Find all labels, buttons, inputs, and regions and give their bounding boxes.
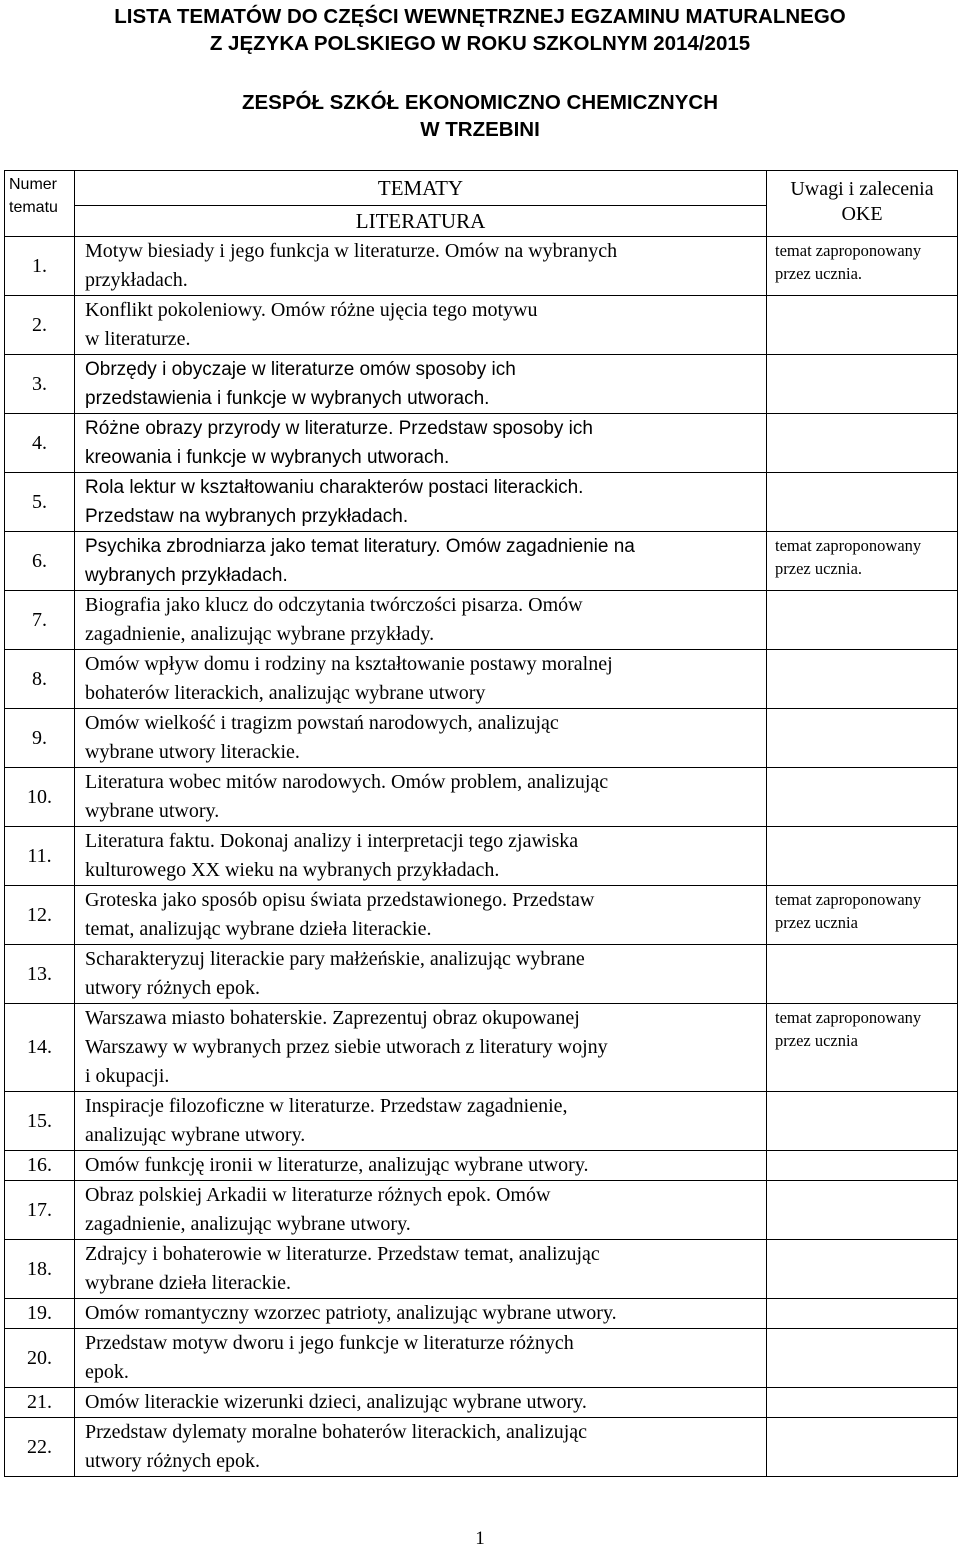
topic-note [767,1299,958,1329]
topic-note [767,650,958,709]
topic-text [75,355,767,414]
topic-text-line: kreowania i funkcje w wybranych utworach. [85,447,450,468]
topic-text-line: Literatura wobec mitów narodowych. Omów problem, analizując [85,771,609,793]
table-row [5,414,958,473]
topic-text [75,296,767,355]
topic-text-line: przykładach. [85,269,188,291]
topic-text [75,237,767,296]
topic-text [75,1388,767,1418]
table-body [5,237,958,1477]
topic-note [767,1418,958,1477]
topic-text-line: Groteska jako sposób opisu świata przedstawionego. Przedstaw [85,889,595,911]
school-name-line2: W TRZEBINI [420,118,540,141]
topic-number: 17. [5,1181,75,1240]
topic-text [75,768,767,827]
topic-text [75,1418,767,1477]
table-row [5,1240,958,1299]
topic-note [767,473,958,532]
topic-text-line: wybrane utwory literackie. [85,741,300,763]
topic-note [767,296,958,355]
topic-text [75,1329,767,1388]
table-row [5,1329,958,1388]
topic-number: 16. [5,1151,75,1181]
table-row [5,650,958,709]
table-row [5,1299,958,1329]
topic-text-line: przedstawienia i funkcje w wybranych utworach. [85,388,490,409]
topic-text-line: Przedstaw na wybranych przykładach. [85,506,409,527]
topic-text-line: kulturowego XX wieku na wybranych przykładach. [85,859,500,881]
topic-number: 6. [5,532,75,591]
table-row [5,1418,958,1477]
topic-text [75,827,767,886]
table-row [5,1181,958,1240]
topic-note [767,709,958,768]
topic-note: temat zaproponowany przez ucznia [767,1004,958,1092]
table-row [5,591,958,650]
topic-text-line: analizując wybrane utwory. [85,1124,306,1146]
topic-note: temat zaproponowany przez ucznia. [767,532,958,591]
column-header-notes [767,171,958,237]
topic-text [75,1151,767,1181]
topic-note [767,414,958,473]
column-header-number-line2: tematu [9,199,58,216]
table-row [5,296,958,355]
topic-text [75,1092,767,1151]
topic-number: 1. [5,237,75,296]
table-row [5,1151,958,1181]
topic-text-line: Konflikt pokoleniowy. Omów różne ujęcia tego motywu [85,299,538,321]
topic-text-line: Omów literackie wizerunki dzieci, analizując wybrane utwory. [85,1391,587,1413]
topic-number: 20. [5,1329,75,1388]
table-row [5,1388,958,1418]
topic-text-line: Różne obrazy przyrody w literaturze. Przedstaw sposoby ich [85,418,593,439]
table-row [5,355,958,414]
topic-text-line: Przedstaw dylematy moralne bohaterów literackich, analizując [85,1421,588,1443]
topic-text-line: Warszawy w wybranych przez siebie utworach z literatury wojny [85,1036,608,1058]
topic-text-line: Omów wpływ domu i rodziny na kształtowanie postawy moralnej [85,653,613,675]
topic-note [767,1388,958,1418]
table-row [5,886,958,945]
topic-note [767,1092,958,1151]
topic-text-line: utwory różnych epok. [85,977,260,999]
topic-text [75,1181,767,1240]
topic-text-line: Motyw biesiady i jego funkcja w literaturze. Omów na wybranych [85,240,618,262]
column-header-topics: TEMATY [75,171,767,206]
section-heading-literature: LITERATURA [75,206,767,237]
topic-note [767,591,958,650]
topic-number: 19. [5,1299,75,1329]
topic-text-line: zagadnienie, analizując wybrane utwory. [85,1213,411,1235]
topic-text-line: epok. [85,1361,129,1383]
topic-text-line: w literaturze. [85,328,191,350]
topics-table [4,170,958,1477]
topic-text [75,650,767,709]
topic-text-line: Omów romantyczny wzorzec patrioty, analizując wybrane utwory. [85,1302,617,1324]
topic-note: temat zaproponowany przez ucznia [767,886,958,945]
school-name-line1: ZESPÓŁ SZKÓŁ EKONOMICZNO CHEMICZNYCH [241,91,719,114]
topic-note: temat zaproponowany przez ucznia. [767,237,958,296]
topic-number: 14. [5,1004,75,1092]
topic-text-line: utwory różnych epok. [85,1450,260,1472]
topic-number: 21. [5,1388,75,1418]
topic-note [767,1329,958,1388]
topic-text [75,1240,767,1299]
topic-number: 11. [5,827,75,886]
topic-text-line: Rola lektur w kształtowaniu charakterów postaci literackich. [85,477,584,498]
topic-note [767,1240,958,1299]
table-row [5,827,958,886]
column-header-notes-line2: OKE [841,203,883,225]
topic-text-line: Scharakteryzuj literackie pary małżeńskie, analizując wybrane [85,948,585,970]
column-header-notes-line1: Uwagi i zalecenia [790,178,934,200]
topic-note [767,768,958,827]
column-header-number [5,171,75,237]
topic-text-line: Zdrajcy i bohaterowie w literaturze. Przedstaw temat, analizując [85,1243,600,1265]
topic-number: 12. [5,886,75,945]
topic-number: 22. [5,1418,75,1477]
table-row [5,709,958,768]
topic-text-line: Obrzędy i obyczaje w literaturze omów sposoby ich [85,359,516,380]
table-row [5,1092,958,1151]
topic-text [75,709,767,768]
topic-note [767,1181,958,1240]
topic-text-line: Psychika zbrodniarza jako temat literatury. Omów zagadnienie na [85,536,635,557]
topic-number: 8. [5,650,75,709]
topic-number: 5. [5,473,75,532]
table-row [5,473,958,532]
topic-text-line: Literatura faktu. Dokonaj analizy i interpretacji tego zjawiska [85,830,579,852]
topic-text [75,591,767,650]
topic-text [75,1004,767,1092]
topic-text-line: Omów wielkość i tragizm powstań narodowych, analizując [85,712,559,734]
topic-text-line: Omów funkcję ironii w literaturze, analizując wybrane utwory. [85,1154,589,1176]
table-row [5,1004,958,1092]
topic-number: 18. [5,1240,75,1299]
topic-number: 15. [5,1092,75,1151]
topic-text [75,945,767,1004]
table-row [5,532,958,591]
topic-number: 3. [5,355,75,414]
page-number: 1 [475,1528,485,1549]
topic-text-line: Warszawa miasto bohaterskie. Zaprezentuj obraz okupowanej [85,1007,580,1029]
topic-text [75,1299,767,1329]
document-title-line1: LISTA TEMATÓW DO CZĘŚCI WEWNĘTRZNEJ EGZAMINU MATURALNEGO [114,5,846,28]
topic-text-line: bohaterów literackich, analizując wybrane utwory [85,682,486,704]
topic-number: 9. [5,709,75,768]
topic-text-line: Inspiracje filozoficzne w literaturze. Przedstaw zagadnienie, [85,1095,568,1117]
document-title-line2: Z JĘZYKA POLSKIEGO W ROKU SZKOLNYM 2014/2015 [209,32,751,55]
table-row [5,945,958,1004]
topic-number: 7. [5,591,75,650]
topic-text-line: i okupacji. [85,1065,170,1087]
topic-text [75,532,767,591]
table-row [5,237,958,296]
topic-text-line: Przedstaw motyw dworu i jego funkcje w literaturze różnych [85,1332,574,1354]
table-row [5,768,958,827]
topic-text [75,414,767,473]
column-header-number-line1: Numer [9,176,58,193]
topic-note [767,945,958,1004]
table-header-row [5,171,958,206]
topic-note [767,1151,958,1181]
topic-text [75,886,767,945]
topic-text-line: wybrane dzieła literackie. [85,1272,291,1294]
topic-number: 2. [5,296,75,355]
topic-number: 13. [5,945,75,1004]
topic-text [75,473,767,532]
topic-number: 4. [5,414,75,473]
topic-number: 10. [5,768,75,827]
topic-text-line: wybrane utwory. [85,800,220,822]
topic-note [767,355,958,414]
topic-text-line: zagadnienie, analizując wybrane przykłady. [85,623,435,645]
topic-text-line: temat, analizując wybrane dzieła literackie. [85,918,432,940]
topic-text-line: Obraz polskiej Arkadii w literaturze różnych epok. Omów [85,1184,551,1206]
topic-text-line: Biografia jako klucz do odczytania twórczości pisarza. Omów [85,594,583,616]
topic-note [767,827,958,886]
topic-text-line: wybranych przykładach. [85,565,288,586]
